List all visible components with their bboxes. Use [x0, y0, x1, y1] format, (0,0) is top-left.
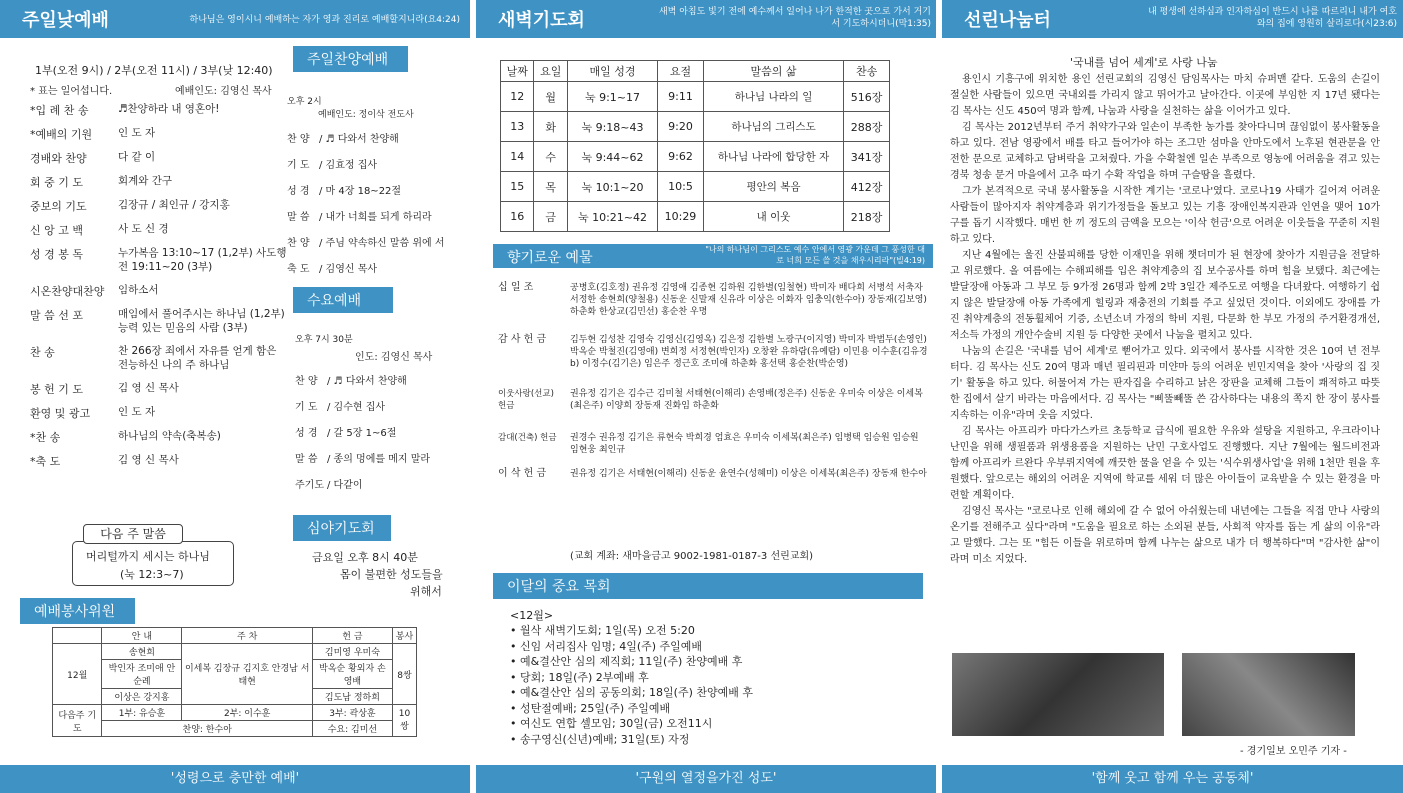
header-verse: 내 평생에 선하심과 인자하심이 반드시 나를 따르리니 내가 여호와의 집에 영원히 살리로다(시23:6)	[1148, 7, 1397, 29]
order-label: *찬 송	[30, 431, 61, 444]
news-text: 신임 서리집사 임명; 4일(주) 주일예배	[520, 639, 703, 653]
order-row	[30, 405, 290, 429]
news-text: 예&결산안 심의 공동의회; 18일(주) 찬양예배 후	[520, 686, 753, 699]
news-text: 여신도 연합 셀모임; 30일(금) 오전11시	[520, 717, 713, 730]
col-head: 날짜	[501, 61, 534, 82]
table-row	[501, 112, 890, 142]
order-value: 김장규 / 최인규 / 강지홍	[118, 199, 230, 211]
table-cell: 하나님 나라의 일	[703, 82, 843, 112]
order-label: 환영 및 광고	[30, 407, 91, 420]
guide-cell: 박인자 조미애 안순례	[102, 660, 182, 689]
order-label: 말 씀	[295, 454, 318, 465]
table-row	[501, 142, 890, 172]
order-value: / 김수현 집사	[327, 402, 386, 413]
table-cell: 9:20	[658, 112, 704, 142]
section-title-praise: 주일찬양예배	[293, 46, 408, 72]
order-value: / 김효정 집사	[319, 160, 378, 171]
order-row	[287, 260, 462, 286]
table-cell: 내 이웃	[703, 202, 843, 232]
section-title-friday: 심야기도회	[293, 515, 391, 541]
order-label: 찬 양	[295, 376, 318, 387]
footer-motto: '함께 웃고 함께 우는 공동체'	[942, 765, 1403, 793]
table-cell: 15	[501, 172, 534, 202]
order-row	[30, 453, 290, 477]
wednesday-order	[295, 372, 465, 502]
parking-cell: 이세복 김장규 김지호 안경남 서태현	[182, 644, 313, 705]
volunteer-table	[52, 627, 417, 737]
header-verse: 새벽 아침도 빛기 전에 예수께서 일어나 나가 한적한 곳으로 가서 거기서 기도하시더니(막1:35)	[658, 7, 931, 29]
table-cell: 218장	[844, 202, 890, 232]
section-title-volunteers: 예배봉사위원	[20, 598, 135, 624]
offering-names: 공병호(김호정) 권유정 김영애 김종현 김하원 김한별(임철현) 박미자 배다희 서병석 서축자 서정한 송현희(양철용) 신동운 신말재 신유라 이상은 이화자 임충익(한수아) 장동재(김보영) 하춘화 한상교(김민선) 홍순찬 우명	[570, 283, 927, 317]
article-credit: - 경기일보 오민주 기자 -	[1240, 746, 1347, 757]
order-label: 찬 양	[287, 238, 310, 249]
offering-cell: 박옥순 황외자 손영배	[312, 660, 392, 689]
offering-cell: 김미영 우미숙	[312, 644, 392, 660]
list-item	[510, 639, 753, 655]
month-cell: 12월	[53, 644, 102, 705]
next-cell: 1부: 유승훈	[102, 705, 182, 721]
order-row	[295, 450, 465, 476]
order-row	[295, 424, 465, 450]
table-cell: 하나님 나라에 합당한 자	[703, 142, 843, 172]
praise-time: 오후 2시	[287, 97, 322, 107]
order-value: / 다같이	[327, 480, 363, 491]
table-cell: 눅 9:18~43	[567, 112, 657, 142]
table-cell: 금	[534, 202, 567, 232]
order-row	[30, 381, 290, 405]
guide-cell: 이상은 강지홍	[102, 689, 182, 705]
order-value: / 마 4장 18~22절	[319, 186, 402, 197]
order-label: 기 도	[287, 160, 310, 171]
list-item	[510, 716, 753, 732]
section-title-news: 이달의 중요 목회	[493, 573, 923, 599]
order-label: 성 경	[295, 428, 318, 439]
praise-order	[287, 130, 462, 286]
offering-list	[498, 282, 928, 498]
order-label: 주기도	[295, 480, 324, 491]
bullet-icon: •	[510, 639, 520, 653]
order-label: 말 씀 선 포	[30, 309, 83, 322]
col-head: 말씀의 삶	[703, 61, 843, 82]
table-cell: 눅 9:1~17	[567, 82, 657, 112]
table-cell: 눅 10:1~20	[567, 172, 657, 202]
table-cell: 516장	[844, 82, 890, 112]
order-value: / 갈 5장 1~6절	[327, 428, 397, 439]
section-title-offering: 향기로운 예물	[493, 244, 933, 268]
offering-row	[498, 468, 928, 498]
order-value: 회계와 간구	[118, 175, 173, 187]
offering-row	[498, 334, 928, 388]
order-row	[30, 150, 290, 174]
order-value: 김 영 신 목사	[118, 454, 179, 466]
offering-cell: 김도남 정하희	[312, 689, 392, 705]
order-label: 찬 송	[30, 346, 55, 359]
bullet-icon: •	[510, 655, 520, 668]
order-row	[30, 102, 290, 126]
order-row	[287, 156, 462, 182]
order-value: / ♬ 다와서 찬양해	[327, 376, 407, 387]
order-row	[30, 198, 290, 222]
order-label: 경배와 찬양	[30, 152, 87, 165]
article-paragraph: 그가 본격적으로 국내 봉사활동을 시작한 계기는 '코로나'였다. 코로나19 사태가 길어져 어려운 사람들이 많아지자 취약계층과 위기가정들을 돌보고 있는 기흥 장애인복지관과 인연을 맺어 10가구를 돕기 시작했다. 매번 한 끼 정도의 금액을 모으는 '이삭 헌금'으로 어려운 이웃들을 꾸준히 지원하고 있다.	[950, 186, 1380, 245]
next-week-line: (눅 12:3~7)	[120, 568, 184, 581]
list-item	[510, 654, 753, 670]
order-value: 하나님의 약속(축복송)	[118, 430, 221, 442]
table-cell: 412장	[844, 172, 890, 202]
article-paragraph: 김 목사는 아프리카 마다가스카르 초등학교 급식에 필요한 우유와 설탕을 지원하고, 우크라이나 난민을 위해 생필품과 위생용품을 지원하는 난민 구호사업도 진행했다. 지난 7월에는 월드비전과 함께 아프리카 르완다 우부뤼지역에 깨끗한 물을 얻을 수 있는 '식수위생사업'을 위해 1천만 원을 후원했다. 앞으로는 해외의 어려운 지역에 학교를 세워 더 많은 아이들이 교육받을 수 있는 환경을 마련할 계획이다.	[950, 426, 1380, 501]
order-label: 성 경	[287, 186, 310, 197]
article-paragraph: 지난 4월에는 울진 산불피해를 당한 이재민을 위해 챗더미가 된 현장에 찾아가 지원금을 전달하고 위로했다. 올 여름에는 수해피해를 입은 취약계층의 집 보수공사를 하며 힘을 보탰다. 최근에는 발달장애 아동과 그 부모 등 9가정 26명과 함께 2박 3일간 제주도로 여행을 다녀왔다. 여행하기 쉽지 않은 발달장애 아동 가족에게 힐링과 재충전의 기회를 주고 싶었던 것이다. 이외에도 장애를 가진 취약계층의 전동휠체어 기증, 소년소녀 가정의 학비 지원, 다문화 한 부모 가정의 주거환경개선, 저소득 가정의 개안수술비 지원 등 다양한 곳에서 나눔을 펼치고 있다.	[950, 250, 1380, 341]
serve-cell: 10쌍	[392, 705, 416, 737]
news-text: 송구영신(신년)예배; 31일(토) 자정	[520, 732, 690, 746]
praise-leader: 예배인도: 정이삭 전도사	[318, 110, 414, 120]
offering-row	[498, 282, 928, 334]
offering-label: 감 사 헌 금	[498, 334, 547, 345]
order-row	[30, 429, 290, 453]
order-row	[30, 307, 290, 344]
col-head: 요일	[534, 61, 567, 82]
next-week-title: 다음 주 말씀	[83, 524, 183, 544]
order-value: 다 같 이	[118, 151, 156, 163]
article-photo-2	[1182, 653, 1355, 736]
footer-motto: '성령으로 충만한 예배'	[0, 765, 470, 793]
next-label-cell: 다음주 기 도	[53, 705, 102, 737]
order-row	[30, 222, 290, 246]
next-week-line: 머리털까지 세시는 하나님	[86, 550, 210, 563]
news-text: 당회; 18일(주) 2부예배 후	[520, 670, 649, 684]
order-row	[30, 126, 290, 150]
news-text: 월삭 새벽기도회; 1일(목) 오전 5:20	[520, 624, 695, 637]
order-label: *축 도	[30, 455, 61, 468]
col-head: 안 내	[102, 628, 182, 644]
next-cell: 찬양: 한수아	[102, 721, 313, 737]
order-value: / 종의 멍에를 메지 말라	[327, 454, 431, 465]
order-value: 찬 266장 죄에서 자유를 얻게 함은 전능하신 나의 주 하나님	[118, 345, 277, 371]
header-verse: 하나님은 영이시니 예배하는 자가 영과 진리로 예배할지니라(요4:24)	[189, 15, 460, 25]
table-cell: 12	[501, 82, 534, 112]
guide-cell: 송현희	[102, 644, 182, 660]
table-cell: 16	[501, 202, 534, 232]
order-row	[30, 246, 290, 283]
order-label: 신 앙 고 백	[30, 224, 83, 237]
sunday-order	[30, 102, 290, 477]
offering-names: 권경수 권유정 김기은 류현숙 박희경 엄효은 우미숙 이세복(최은주) 임병택 임승원 임승원 임현웅 최인규	[570, 433, 919, 455]
order-label: 중보의 기도	[30, 200, 87, 213]
table-cell: 수	[534, 142, 567, 172]
table-cell: 10:29	[658, 202, 704, 232]
header-title: 선린나눔터	[964, 10, 1051, 31]
offering-names: 권유정 김기은 김수근 김미철 서태현(이해리) 손영배(정은주) 신동운 우미숙 이상은 이세복(최은주) 이양희 장동재 진화임 하춘화	[570, 389, 923, 411]
order-row	[287, 234, 462, 260]
order-row	[287, 208, 462, 234]
order-value: 인 도 자	[118, 127, 156, 139]
order-label: 축 도	[287, 264, 310, 275]
col-head: 요절	[658, 61, 704, 82]
table-cell: 13	[501, 112, 534, 142]
bullet-icon: •	[510, 670, 520, 684]
stand-note: * 표는 일어섭니다.	[30, 86, 113, 97]
order-label: 기 도	[295, 402, 318, 413]
order-row	[30, 283, 290, 307]
header-sunday	[0, 0, 470, 38]
order-label: 시온찬양대찬양	[30, 285, 105, 298]
next-cell: 2부: 이수훈	[182, 705, 313, 721]
serve-cell: 8쌍	[392, 644, 416, 705]
list-item	[510, 670, 753, 686]
section-title-wednesday: 수요예배	[293, 287, 393, 313]
article-photo-1	[952, 653, 1164, 736]
table-cell: 월	[534, 82, 567, 112]
order-row	[30, 174, 290, 198]
bullet-icon: •	[510, 624, 520, 637]
table-cell: 하나님의 그리스도	[703, 112, 843, 142]
news-month: <12월>	[510, 609, 554, 622]
table-cell: 목	[534, 172, 567, 202]
table-cell: 평안의 복음	[703, 172, 843, 202]
order-label: 회 중 기 도	[30, 176, 83, 189]
offering-names: 권유정 김기은 서태현(이해리) 신동운 윤연수(성혜미) 이상은 이세복(최은주) 장동재 한수아	[570, 469, 927, 479]
offering-label: 감대(건축) 헌금	[498, 433, 557, 443]
table-row	[501, 172, 890, 202]
order-label: 찬 양	[287, 134, 310, 145]
col-head: 찬송	[844, 61, 890, 82]
table-row	[501, 202, 890, 232]
bullet-icon: •	[510, 686, 520, 699]
news-list	[510, 623, 753, 747]
news-text: 예&결산안 심의 제직회; 11일(주) 찬양예배 후	[520, 655, 743, 668]
col-head: 주 차	[182, 628, 313, 644]
order-label: *입 례 찬 송	[30, 104, 89, 117]
list-item	[510, 685, 753, 701]
order-label: *예배의 기원	[30, 128, 93, 141]
table-cell: 341장	[844, 142, 890, 172]
table-cell: 10:5	[658, 172, 704, 202]
order-value: 김 영 신 목사	[118, 382, 179, 394]
table-cell: 14	[501, 142, 534, 172]
offering-names: 김두현 김성찬 김영숙 김영신(김영옥) 김은정 김한별 노광구(이지영) 박미자 박범두(손영인) 박옥순 박철진(김영애) 변희정 서정현(박인자) 오창완 유하람(유예람) 이민용 이수훈(김유경b) 이정수(김기은) 임은주 정근호 조미애 하춘화 홍선택 홍순찬(박순영)	[570, 335, 928, 369]
order-value: 인 도 자	[118, 406, 156, 418]
dawn-prayer-table	[500, 60, 890, 232]
table-cell: 눅 9:44~62	[567, 142, 657, 172]
bullet-icon: •	[510, 732, 520, 746]
order-value: ♬찬양하라 내 영혼아!	[118, 103, 220, 115]
order-label: 말 씀	[287, 212, 310, 223]
table-cell: 9:11	[658, 82, 704, 112]
col-head: 매일 성경	[567, 61, 657, 82]
list-item	[510, 623, 753, 639]
order-value: 사 도 신 경	[118, 223, 169, 235]
order-value: / 주님 약속하신 말씀 위에 서	[319, 238, 445, 249]
article-paragraph: 김영신 목사는 "코로나로 인해 해외에 갈 수 없어 아쉬웠는데 내년에는 그들을 직접 만나 사랑의 온기를 전해주고 싶다"라며 "도움을 필요로 하는 소외된 분들, 사회적 약자를 돕는 게 삶의 이유"라고 말했다. 그는 또 "힘든 이들을 위로하며 함께 나누는 삶으로 내가 더 행복하다"며 "감사한 삶"이라며 미소 지었다.	[950, 506, 1380, 565]
order-row	[295, 476, 465, 502]
order-value: 매임에서 풀어주시는 하나님 (1,2부) 능력 있는 믿음의 사람 (3부)	[118, 308, 285, 334]
article-paragraph: 나눔의 손길은 '국내를 넘어 세계'로 뻗어가고 있다. 외국에서 봉사를 시작한 것은 10여 년 전부터다. 김 목사는 신도 20여 명과 매년 필리핀과 미얀마 등의 어려운 빈민지역을 찾아 '사랑의 집 짓기' 활동을 하고 있다. 허물어져 가는 판자집을 수리하고 낡은 장판을 교체해 그들이 쾌적하고 따뜻한 집에서 살기 바라는 마음에서다. 김 목사는 "삐뚤빼뚤 쓴 감사하다는 내용의 쪽지 한 장이 봉사를 지속하는 이유"라며 웃음 지었다.	[950, 346, 1380, 421]
order-row	[295, 372, 465, 398]
table-cell: 눅 10:21~42	[567, 202, 657, 232]
article-title: '국내를 넘어 세계'로 사랑 나눔	[1070, 56, 1218, 69]
list-item	[510, 732, 753, 748]
next-cell: 3부: 곽상훈	[312, 705, 392, 721]
header-sharing	[942, 0, 1403, 38]
bank-account: (교회 계좌: 새마을금고 9002-1981-0187-3 선린교회)	[570, 551, 814, 562]
table-cell: 화	[534, 112, 567, 142]
offering-verse: "나의 하나님이 그리스도 예수 안에서 영광 가운데 그 풍성한 대로 너희 모든 쓸 것을 채우시리라"(빌4:19)	[705, 245, 925, 265]
order-value: / 김영신 목사	[319, 264, 378, 275]
order-value: / ♬ 다와서 찬양해	[319, 134, 399, 145]
order-label: 성 경 봉 독	[30, 248, 83, 261]
order-label: 봉 헌 기 도	[30, 383, 83, 396]
order-value: 누가복음 13:10~17 (1,2부) 사도행전 19:11~20 (3부)	[118, 247, 287, 273]
bullet-icon: •	[510, 717, 520, 730]
table-cell: 9:62	[658, 142, 704, 172]
friday-line: 몸이 불편한 성도들을	[340, 568, 443, 581]
wednesday-time: 오후 7시 30분	[295, 335, 353, 345]
service-leader: 예배인도: 김영신 목사	[175, 86, 272, 97]
offering-row	[498, 432, 928, 468]
service-times: 1부(오전 9시) / 2부(오전 11시) / 3부(낮 12:40)	[35, 64, 273, 77]
footer-motto: '구원의 열정을가진 성도'	[476, 765, 936, 793]
order-value: 임하소서	[118, 284, 159, 296]
article-paragraph: 용인시 기흥구에 위치한 용인 선린교회의 김영신 담임목사는 마치 슈퍼맨 같다. 도움의 손길이 절실한 사람들이 있으면 국내외를 가리지 않고 뛰어가고 날아간다. 이곳에 부임한 지 17년 됐다는 김 목사는 신도 450여 명과 함께, 나눔과 사랑을 실천하는 삶을 이어가고 있다.	[950, 74, 1380, 117]
table-row	[501, 82, 890, 112]
next-cell: 수요: 김미선	[312, 721, 392, 737]
col-head: 봉사	[392, 628, 416, 644]
offering-row	[498, 388, 928, 432]
friday-line: 금요일 오후 8시 40분	[312, 551, 418, 564]
news-text: 성탄절예배; 25일(주) 주일예배	[520, 701, 671, 715]
order-value: / 내가 너희를 되게 하리라	[319, 212, 432, 223]
friday-line: 위해서	[410, 585, 442, 598]
article-body	[950, 72, 1380, 568]
offering-label: 십 일 조	[498, 282, 534, 293]
col-head: 헌 금	[312, 628, 392, 644]
bullet-icon: •	[510, 701, 520, 715]
list-item	[510, 701, 753, 717]
order-row	[287, 182, 462, 208]
order-row	[287, 130, 462, 156]
header-title: 새벽기도회	[498, 10, 585, 31]
header-title: 주일낮예배	[22, 10, 109, 31]
order-row	[30, 344, 290, 381]
offering-label: 이 삭 헌 금	[498, 468, 547, 479]
order-row	[295, 398, 465, 424]
article-paragraph: 김 목사는 2012년부터 주거 취약가구와 일손이 부족한 농가를 찾아다니며 끊임없이 봉사활동을 하고 있다. 전남 영광에서 배를 타고 들어가야 하는 조그만 섬마을 안마도에서 노후된 현관문을 안전한 문으로 교체하고 담벼락을 고쳐줬다. 가을 수확철엔 일손 부족으로 영농에 어려움을 겪고 있는 경북 청송 문거 마을에서 고추 따기 수확 작업을 하며 구슬땀을 흘렸다.	[950, 122, 1380, 181]
offering-label: 이웃사랑(선교) 헌금	[498, 389, 554, 411]
wednesday-leader: 인도: 김영신 목사	[355, 352, 433, 363]
table-cell: 288장	[844, 112, 890, 142]
header-dawn	[476, 0, 936, 38]
